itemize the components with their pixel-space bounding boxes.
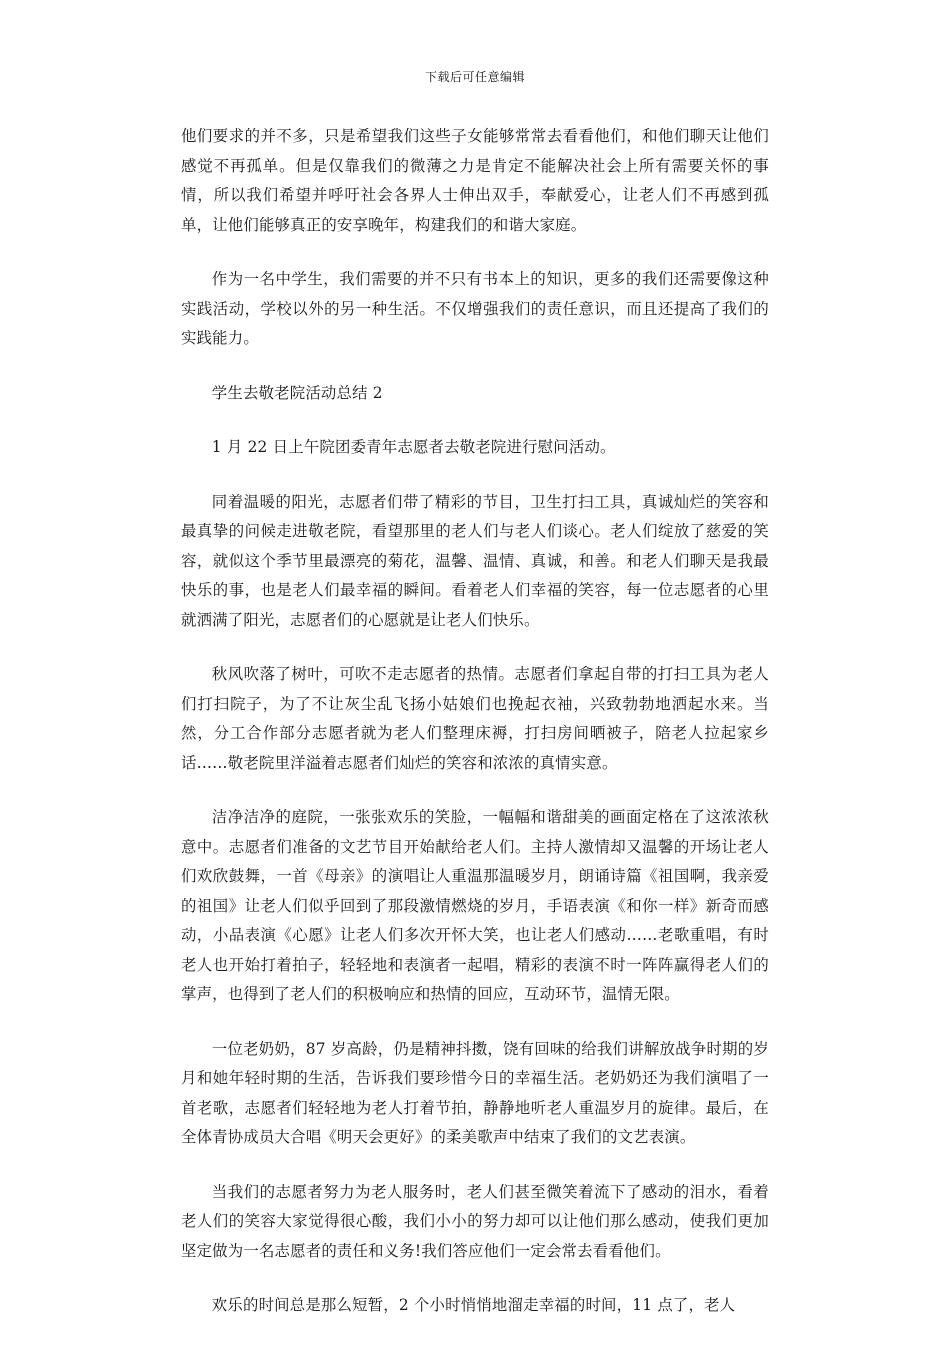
- paragraph: 当我们的志愿者努力为老人服务时，老人们甚至微笑着流下了感动的泪水，看着老人们的笑容大家觉得很心酸，我们小小的努力却可以让他们那么感动，使我们更加坚定做为一名志愿者的责任和义务!我们答应他们一定会常去看看他们。: [181, 1182, 769, 1260]
- section-heading: 学生去敬老院活动总结 2: [211, 383, 383, 402]
- paragraph-continuation: 他们要求的并不多，只是希望我们这些子女能够常常去看看他们，和他们聊天让他们感觉不再孤单。但是仅靠我们的微薄之力是肯定不能解决社会上所有需要关怀的事情，所以我们希望并呼吁社会各界人士伸出双手，奉献爱心，让老人们不再感到孤单，让他们能够真正的安享晚年，构建我们的和谐大家庭。: [181, 127, 769, 234]
- paragraph: 洁净洁净的庭院，一张张欢乐的笑脸，一幅幅和谐甜美的画面定格在了这浓浓秋意中。志愿者们准备的文艺节目开始献给老人们。主持人激情却又温馨的开场让老人们欢欣鼓舞，一首《母亲》的演唱让人重温那温暖岁月，朗诵诗篇《祖国啊，我亲爱的祖国》让老人们似乎回到了那段激情燃烧的岁月，手语表演《和你一样》新奇而感动，小品表演《心愿》让老人们多次开怀大笑，也让老人们感动……老歌重唱，有时老人也开始打着拍子，轻轻地和表演者一起唱，精彩的表演不时一阵阵赢得老人们的掌声，也得到了老人们的积极响应和热情的回应，互动环节，温情无限。: [181, 808, 769, 1003]
- paragraph: 一位老奶奶，87 岁高龄，仍是精神抖擞，饶有回味的给我们讲解放战争时期的岁月和她年轻时期的生活，告诉我们要珍惜今日的幸福生活。老奶奶还为我们演唱了一首老歌，志愿者们轻轻地为老人打着节拍，静静地听老人重温岁月的旋律。最后，在全体青协成员大合唱《明天会更好》的柔美歌声中结束了我们的文艺表演。: [181, 1039, 769, 1146]
- page-header: 下载后可任意编辑: [424, 70, 525, 84]
- paragraph: 秋风吹落了树叶，可吹不走志愿者的热情。志愿者们拿起自带的打扫工具为老人们打扫院子，为了不让灰尘乱飞扬小姑娘们也挽起衣袖，兴致勃勃地洒起水来。当然，分工合作部分志愿者就为老人们整理床褥，打扫房间晒被子，陪老人拉起家乡话……敬老院里洋溢着志愿者们灿烂的笑容和浓浓的真情实意。: [181, 665, 769, 772]
- paragraph-date: 1 月 22 日上午院团委青年志愿者去敬老院进行慰问活动。: [211, 438, 616, 456]
- paragraph-truncated: 欢乐的时间总是那么短暂，2 个小时悄悄地溜走幸福的时间，11 点了，老人: [211, 1296, 736, 1314]
- document-body: [181, 122, 769, 1346]
- paragraph: 同着温暖的阳光，志愿者们带了精彩的节目，卫生打扫工具，真诚灿烂的笑容和最真挚的问候走进敬老院，看望那里的老人们与老人们谈心。老人们绽放了慈爱的笑容，就似这个季节里最漂亮的菊花，温馨、温情、真诚，和善。和老人们聊天是我最快乐的事，也是老人们最幸福的瞬间。看着老人们幸福的笑容，每一位志愿者的心里就洒满了阳光，志愿者们的心愿就是让老人们快乐。: [181, 492, 769, 629]
- paragraph: 作为一名中学生，我们需要的并不只有书本上的知识，更多的我们还需要像这种实践活动，学校以外的另一种生活。不仅增强我们的责任意识，而且还提高了我们的实践能力。: [181, 270, 769, 347]
